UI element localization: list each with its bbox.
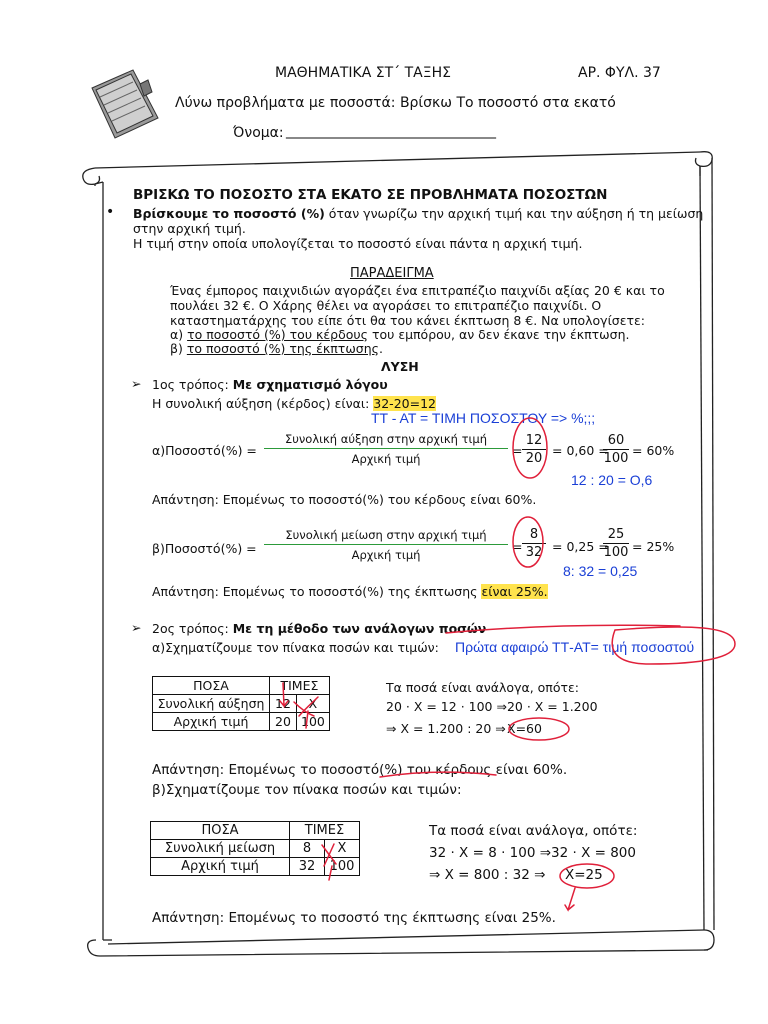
circle-x-25 <box>560 864 614 888</box>
calc-b-line3: ⇒ Χ = 800 : 32 ⇒ <box>429 867 546 883</box>
part-a-frac1-num: 12 <box>525 433 543 448</box>
table-header: ΤΙΜΕΣ <box>270 677 330 695</box>
calc-b-line2: 32 · Χ = 8 · 100 ⇒32 · Χ = 800 <box>429 845 636 861</box>
arrow-bullet-icon: ➢ <box>131 376 142 391</box>
answer-a: Απάντηση: Επομένως το ποσοστό(%) του κέρδους είναι 60%. <box>152 492 537 507</box>
method2-answer-a-underlined: (%) του κέρδους <box>379 762 492 778</box>
total-increase-value: 32-20=12 <box>373 396 436 411</box>
bullet-icon: • <box>106 204 115 220</box>
underline-subtract-note <box>446 625 680 633</box>
answer-b-highlight: είναι 25%. <box>481 584 548 599</box>
course-title: ΜΑΘΗΜΑΤΙΚΑ ΣΤ΄ ΤΑΞΗΣ <box>275 65 451 81</box>
part-b-eq2: = 0,25 = <box>552 539 609 554</box>
item-b-underlined: το ποσοστό (%) της έκπτωσης <box>186 341 379 356</box>
table-cell: 20 <box>270 713 297 731</box>
name-field[interactable]: ______________________________ <box>286 123 496 139</box>
method2-name: Με τη μέθοδο των ανάλογων ποσών <box>232 621 487 636</box>
definition-bold: Βρίσκουμε το ποσοστό (%) <box>133 206 325 221</box>
answer-b-prefix: Απάντηση: Επομένως το ποσοστό(%) της έκπτωσης <box>152 584 482 599</box>
method2-step-a: α)Σχηματίζουμε τον πίνακα ποσών και τιμών: <box>152 640 439 655</box>
part-a-result: = 60% <box>632 443 675 458</box>
part-b-denominator: Αρχική τιμή <box>351 548 421 562</box>
blue-note-subtract: Πρώτα αφαιρώ ΤΤ-ΑΤ= τιμή ποσοστού <box>455 639 695 655</box>
example-heading: ΠΑΡΑΔΕΙΓΜΑ <box>350 266 434 281</box>
table-cell: Συνολική αύξηση <box>153 695 270 713</box>
part-a-frac1-den: 20 <box>525 451 543 466</box>
method1-label: 1ος τρόπος: <box>152 377 233 392</box>
part-b-numerator: Συνολική μείωση στην αρχική τιμή <box>285 528 487 542</box>
calc-b-result: Χ=25 <box>565 867 603 883</box>
item-b-prefix: β) <box>170 341 187 356</box>
calc-a-result: Χ=60 <box>507 721 542 736</box>
table-header: ΠΟΣΑ <box>151 822 290 840</box>
method2-answer-b: Απάντηση: Επομένως το ποσοστό της έκπτωσης είναι 25%. <box>152 910 556 926</box>
part-a-label: α)Ποσοστό(%) = <box>152 443 257 458</box>
method2-step-b: β)Σχηματίζουμε τον πίνακα ποσών και τιμών: <box>152 782 462 798</box>
part-b-frac1-den: 32 <box>525 545 543 560</box>
calc-a-line3: ⇒ Χ = 1.200 : 20 ⇒ <box>386 721 506 736</box>
section-title: ΒΡΙΣΚΩ ΤΟ ΠΟΣΟΣΤΟ ΣΤΑ ΕΚΑΤΟ ΣΕ ΠΡΟΒΛΗΜΑΤΑ ΠΟΣΟΣΤΩΝ <box>133 187 608 203</box>
item-a-rest: του εμπόρου, αν δεν έκανε την έκπτωση. <box>367 327 630 342</box>
item-a-underlined: το ποσοστό (%) του κέρδους <box>187 327 368 342</box>
item-a-prefix: α) <box>170 327 188 342</box>
method2-answer-a-rest: είναι 60%. <box>491 762 568 778</box>
divider-b <box>329 866 332 880</box>
table-cell: Χ <box>297 695 330 713</box>
circle-fraction-12-20 <box>513 418 547 478</box>
underline-percent-profit <box>380 772 496 777</box>
table-cell: Αρχική τιμή <box>151 858 290 876</box>
part-a-numerator: Συνολική αύξηση στην αρχική τιμή <box>284 432 488 446</box>
subtitle: Λύνω προβλήματα με ποσοστά: Βρίσκω Το ποσοστό στα εκατό <box>175 95 616 111</box>
table-cell: 100 <box>325 858 360 876</box>
part-a-eq2: = 0,60 = <box>552 443 609 458</box>
calc-a-line1: Τα ποσά είναι ανάλογα, οπότε: <box>386 680 579 695</box>
part-b-frac1-num: 8 <box>529 527 539 542</box>
definition-line2: στην αρχική τιμή. <box>133 221 246 236</box>
part-a-frac2-num: 60 <box>607 433 625 448</box>
table-header: ΠΟΣΑ <box>153 677 270 695</box>
table-cell: Συνολική μείωση <box>151 840 290 858</box>
divider-a <box>306 711 308 728</box>
blue-note-formula: ΤΤ - ΑΤ = ΤΙΜΗ ΠΟΣΟΣΤΟΥ => %;;; <box>371 410 596 426</box>
circle-price-note <box>612 627 735 664</box>
table-cell: 32 <box>290 858 325 876</box>
total-increase-text: Η συνολική αύξηση (κέρδος) είναι: <box>152 396 374 411</box>
sheet-number: ΑΡ. ΦΥΛ. 37 <box>578 65 661 81</box>
table-header: ΤΙΜΕΣ <box>290 822 360 840</box>
table-cell: 8 <box>290 840 325 858</box>
name-label: Όνομα: <box>233 125 284 141</box>
part-a-frac2-den: 100 <box>603 451 629 466</box>
cross-line-b2 <box>324 844 334 866</box>
part-b-label: β)Ποσοστό(%) = <box>152 541 257 556</box>
definition-line3: Η τιμή στην οποία υπολογίζεται το ποσοστό είναι πάντα η αρχική τιμή. <box>133 236 583 251</box>
calc-b-line1: Τα ποσά είναι ανάλογα, οπότε: <box>429 823 638 839</box>
part-a-eq1: = <box>512 443 523 458</box>
arrow-down-a <box>280 683 288 706</box>
table-cell: Χ <box>325 840 360 858</box>
method1-name: Με σχηματισμό λόγου <box>232 377 388 392</box>
arrow-to-answer <box>565 888 575 910</box>
definition-rest: όταν γνωρίζω την αρχική τιμή και την αύξηση ή τη μείωση <box>324 206 704 221</box>
solution-heading: ΛΥΣΗ <box>381 359 419 374</box>
example-line1: Ένας έμπορος παιχνιδιών αγοράζει ένα επιτραπέζιο παιχνίδι αξίας 20 € και το <box>170 283 665 298</box>
table-cell: 100 <box>297 713 330 731</box>
part-b-frac2-num: 25 <box>607 527 625 542</box>
table-cell: 12 <box>270 695 297 713</box>
example-line3: καταστηματάρχης του είπε ότι θα του κάνει έκπτωση 8 €. Να υπολογίσετε: <box>170 313 645 328</box>
circle-x-60 <box>509 718 569 740</box>
example-line2: πουλάει 32 €. Ο Χάρης θέλει να αγοράσει το επιτραπέζιο παιχνίδι. Ο <box>170 298 602 313</box>
part-b-eq1: = <box>512 539 523 554</box>
part-a-denominator: Αρχική τιμή <box>351 452 421 466</box>
circle-fraction-8-32 <box>513 517 543 567</box>
method2-answer-a-prefix: Απάντηση: Επομένως το ποσοστό <box>152 762 380 778</box>
arrow-bullet-icon: ➢ <box>131 620 142 635</box>
method2-label: 2ος τρόπος: <box>152 621 233 636</box>
item-b-rest: . <box>378 341 383 356</box>
calc-a-line2: 20 · Χ = 12 · 100 ⇒20 · Χ = 1.200 <box>386 699 598 714</box>
part-b-result: = 25% <box>632 539 675 554</box>
part-b-frac2-den: 100 <box>603 545 629 560</box>
blue-note-division-a: 12 : 20 = Ο,6 <box>571 472 653 488</box>
table-cell: Αρχική τιμή <box>153 713 270 731</box>
blue-note-division-b: 8: 32 = 0,25 <box>563 563 638 579</box>
